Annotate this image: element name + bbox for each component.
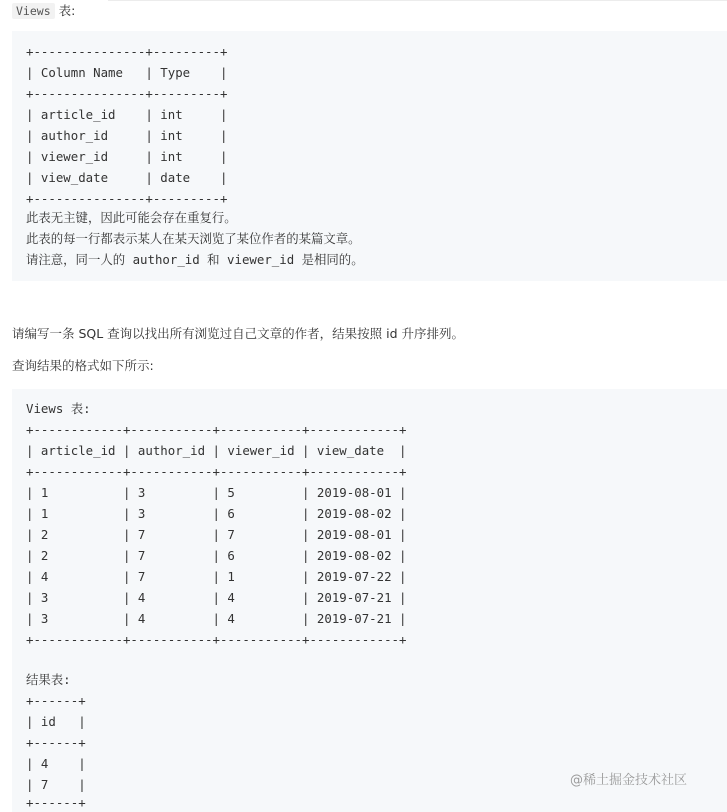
task-paragraph: 请编写一条 SQL 查询以找出所有浏览过自己文章的作者，结果按照 id 升序排列。 (12, 326, 465, 341)
code-line: +------------+-----------+-----------+------------+ (26, 464, 407, 479)
code-line: | 2 | 7 | 7 | 2019-08-01 | (26, 527, 407, 542)
top-divider (108, 0, 727, 1)
code-line: | article_id | int | (26, 107, 228, 122)
code-line: 此表的每一行都表示某人在某天浏览了某位作者的某篇文章。 (26, 231, 361, 246)
watermark: @稀土掘金技术社区 (570, 773, 688, 788)
code-line: | 1 | 3 | 6 | 2019-08-02 | (26, 506, 407, 521)
code-line: | view_date | date | (26, 170, 228, 185)
code-line: | 1 | 3 | 5 | 2019-08-01 | (26, 485, 407, 500)
views-inline-code: Views (12, 3, 55, 19)
code-line: | 2 | 7 | 6 | 2019-08-02 | (26, 548, 407, 563)
code-line: | 3 | 4 | 4 | 2019-07-21 | (26, 611, 407, 626)
code-line: | author_id | int | (26, 128, 228, 143)
code-line: +------+ (26, 795, 86, 810)
schema-code-block (12, 31, 727, 281)
code-line: +---------------+---------+ (26, 191, 228, 206)
code-line: +------+ (26, 693, 86, 708)
code-line: 此表无主键，因此可能会存在重复行。 (26, 210, 237, 225)
format-paragraph: 查询结果的格式如下所示: (12, 358, 154, 373)
code-line: +------+ (26, 735, 86, 750)
code-line: | article_id | author_id | viewer_id | view_date | (26, 443, 407, 458)
code-line: | 3 | 4 | 4 | 2019-07-21 | (26, 590, 407, 605)
code-line: | Column Name | Type | (26, 65, 228, 80)
code-line: +---------------+---------+ (26, 86, 228, 101)
code-line: | 4 | (26, 756, 86, 771)
code-line: +---------------+---------+ (26, 44, 228, 59)
intro-suffix: 表: (54, 3, 76, 18)
code-line: | 7 | (26, 777, 86, 792)
example-code-block (12, 389, 727, 812)
code-line: | 4 | 7 | 1 | 2019-07-22 | (26, 569, 407, 584)
code-line: +------------+-----------+-----------+------------+ (26, 632, 407, 647)
code-line: +------------+-----------+-----------+------------+ (26, 422, 407, 437)
code-line: | viewer_id | int | (26, 149, 228, 164)
code-line: | id | (26, 714, 86, 729)
code-line: 请注意，同一人的 author_id 和 viewer_id 是相同的。 (26, 252, 364, 267)
code-line: Views 表: (26, 401, 91, 416)
intro-line (12, 0, 75, 22)
code-line: 结果表: (26, 672, 71, 687)
